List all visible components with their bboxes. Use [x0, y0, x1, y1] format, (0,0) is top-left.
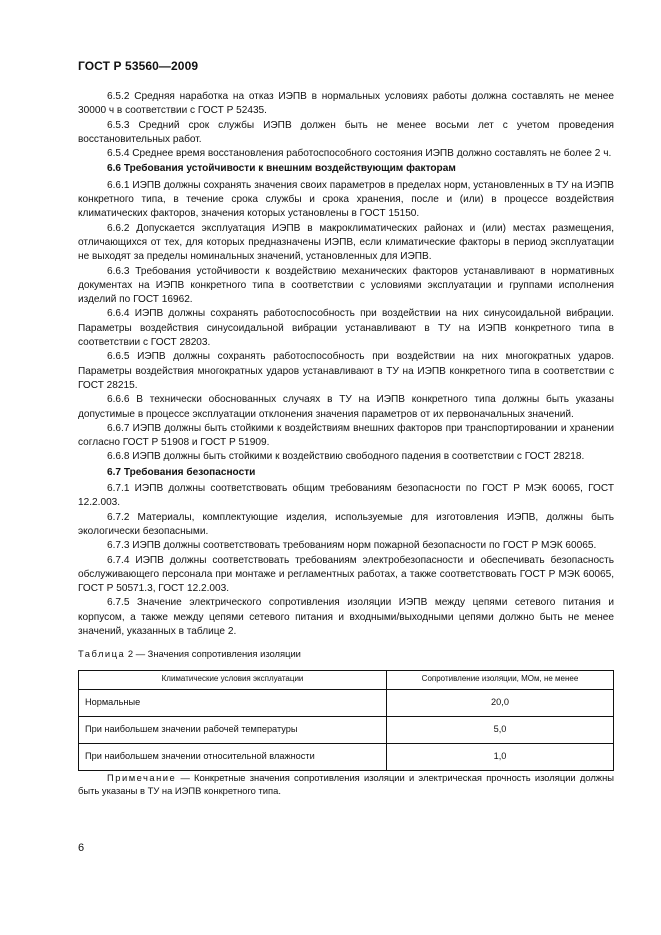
- paragraph-6-7-5: 6.7.5 Значение электрического сопротивления изоляции ИЭПВ между цепями сетевого питания и корпусом, а также между цепями сетевого питания и входными/выходными цепями должно быть не менее значений, указанных в таблице 2.: [78, 597, 614, 637]
- table-cell-value: 1,0: [387, 743, 614, 770]
- table-row: [79, 716, 614, 743]
- paragraph-6-5-2: 6.5.2 Средняя наработка на отказ ИЭПВ в нормальных условиях работы должна составлять не менее 30000 ч в соответствии с ГОСТ Р 52435.: [78, 91, 614, 117]
- paragraph-6-6-2: 6.6.2 Допускается эксплуатация ИЭПВ в макроклиматических районах и (или) местах размещения, отличающихся от тех, для которых предназначены ИЭПВ, если климатические факторы в период эксплуатации не выходят за пределы номинальных значений, установленных для ИЭПВ.: [78, 222, 614, 263]
- paragraph-6-6-7: 6.6.7 ИЭПВ должны быть стойкими к воздействиям внешних факторов при транспортировании и хранении согласно ГОСТ Р 51908 и ГОСТ Р 51909.: [78, 422, 614, 449]
- paragraph-6-6-1: 6.6.1 ИЭПВ должны сохранять значения своих параметров в пределах норм, установленных в ТУ на ИЭПВ конкретного типа, в течение срока службы и срока хранения, после и (или) в процессе воздействия климатических факторов, значения которых установлены в ГОСТ 15150.: [78, 179, 614, 220]
- section-heading-6-6: 6.6 Требования устойчивости к внешним воздействующим факторам: [107, 163, 456, 175]
- page-number: 6: [78, 842, 85, 854]
- paragraph-6-5-4: 6.5.4 Среднее время восстановления работоспособного состояния ИЭПВ должно составлять не более 2 ч.: [107, 148, 612, 160]
- table-caption-label: Таблица: [78, 648, 126, 660]
- paragraph-6-6-4: 6.6.4 ИЭПВ должны сохранять работоспособность при воздействии на них синусоидальной вибрации. Параметры воздействия синусоидальной вибрации устанавливают в ТУ на ИЭПВ конкретного типа в соответствии с ГОСТ 28203.: [78, 308, 614, 349]
- paragraph-6-7-3: 6.7.3 ИЭПВ должны соответствовать требованиям норм пожарной безопасности по ГОСТ Р МЭК 60065.: [107, 540, 597, 552]
- table-header-row: [79, 670, 614, 689]
- document-body: [78, 90, 614, 797]
- document-header: ГОСТ Р 53560—2009: [78, 59, 199, 73]
- table-row: [79, 689, 614, 716]
- table-row: [79, 743, 614, 770]
- table-header-resistance: Сопротивление изоляции, МОм, не менее: [387, 670, 614, 689]
- table-cell-condition: Нормальные: [79, 689, 387, 716]
- note-label: Примечание: [107, 771, 177, 783]
- table-caption-text: 2 — Значения сопротивления изоляции: [125, 648, 301, 660]
- insulation-resistance-table: [78, 670, 614, 771]
- paragraph-6-6-5: 6.6.5 ИЭПВ должны сохранять работоспособность при воздействии на них многократных ударов. Параметры воздействия многократных ударов устанавливают в ТУ на ИЭПВ конкретного типа в соответствии с ГОСТ 28215.: [78, 351, 614, 391]
- paragraph-6-6-8: 6.6.8 ИЭПВ должны быть стойкими к воздействию свободного падения в соответствии с ГОСТ 28218.: [107, 451, 585, 463]
- table-cell-condition: При наибольшем значении рабочей температуры: [79, 716, 387, 743]
- table-note: [78, 771, 614, 797]
- paragraph-6-5-3: 6.5.3 Средний срок службы ИЭПВ должен быть не менее восьми лет с учетом проведения восстановительных работ.: [78, 119, 614, 145]
- paragraph-6-7-4: 6.7.4 ИЭПВ должны соответствовать требованиям электробезопасности и обеспечивать безопасность обслуживающего персонала при монтаже и регламентных работах, а также соответствовать ГОСТ Р МЭК 60065, ГОСТ Р 50571.3, ГОСТ 12.2.003.: [78, 554, 614, 595]
- paragraph-6-7-1: 6.7.1 ИЭПВ должны соответствовать общим требованиям безопасности по ГОСТ Р МЭК 60065, ГОСТ 12.2.003.: [78, 483, 614, 509]
- table-header-conditions: Климатические условия эксплуатации: [79, 670, 387, 689]
- paragraph-6-7-2: 6.7.2 Материалы, комплектующие изделия, используемые для изготовления ИЭПВ, должны быть экологически безопасными.: [78, 511, 614, 537]
- paragraph-6-6-3: 6.6.3 Требования устойчивости к воздействию механических факторов устанавливают в нормативных документах на ИЭПВ конкретного типа в соответствии с условиями эксплуатации и группами исполнения изделий по ГОСТ 16962.: [78, 265, 614, 306]
- table-caption: [78, 647, 614, 661]
- table-cell-condition: При наибольшем значении относительной влажности: [79, 743, 387, 770]
- section-heading-6-7: 6.7 Требования безопасности: [107, 466, 256, 478]
- table-cell-value: 5,0: [387, 716, 614, 743]
- table-cell-value: 20,0: [387, 689, 614, 716]
- paragraph-6-6-6: 6.6.6 В технически обоснованных случаях в ТУ на ИЭПВ конкретного типа должны быть указаны допустимые в процессе эксплуатации отклонения значения параметров от их первоначальных значений.: [78, 394, 614, 420]
- note-text: — Конкретные значения сопротивления изоляции и электрическая прочность изоляции должны быть указаны в ТУ на ИЭПВ конкретного типа.: [78, 771, 614, 796]
